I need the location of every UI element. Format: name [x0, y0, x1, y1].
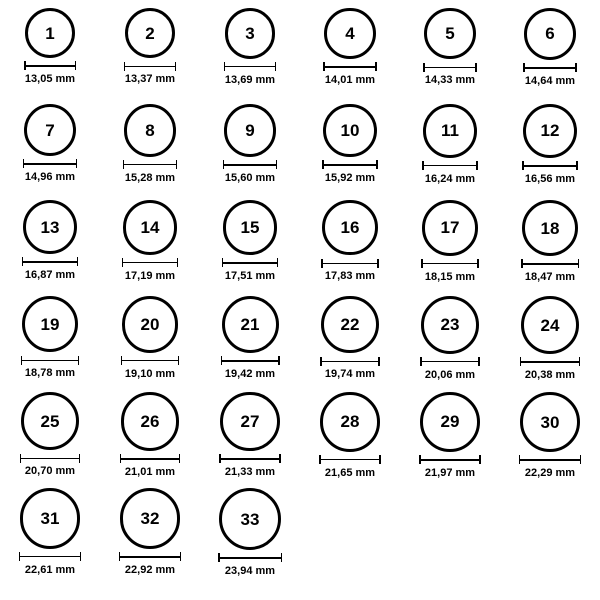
diameter-mm-label: 21,65 mm — [324, 466, 376, 479]
diameter-measure-bar — [23, 160, 77, 168]
ring-size-label: 12 — [540, 121, 560, 141]
ring-circle — [524, 8, 576, 60]
diameter-measure-bar — [222, 259, 279, 267]
diameter-measure-bar — [19, 553, 82, 561]
measure-line — [120, 458, 181, 460]
measure-line — [23, 163, 77, 165]
diameter-mm-label: 15,92 mm — [324, 172, 376, 185]
diameter-measure-bar — [22, 258, 78, 266]
ring-size-label: 2 — [145, 23, 155, 43]
diameter-measure-bar — [123, 161, 178, 169]
diameter-measure-bar — [320, 357, 379, 365]
ring-size-label: 22 — [340, 315, 360, 335]
diameter-mm-label: 13,05 mm — [24, 73, 76, 85]
ring-size-label: 16 — [340, 218, 360, 238]
diameter-measure-bar — [24, 62, 76, 70]
ring-circle — [320, 392, 380, 452]
ring-size-cell — [100, 102, 200, 198]
measure-line — [121, 360, 180, 362]
measure-line — [319, 459, 381, 461]
ring-size-cell — [400, 198, 500, 294]
ring-size-label: 29 — [440, 412, 460, 432]
diameter-mm-label: 19,74 mm — [324, 368, 376, 381]
measure-line — [124, 66, 176, 68]
diameter-measure-bar — [319, 456, 381, 464]
ring-size-label: 5 — [445, 24, 455, 44]
measure-line — [122, 262, 179, 264]
ring-size-label: 31 — [40, 508, 60, 528]
ring-size-cell — [0, 390, 100, 486]
ring-circle — [322, 200, 377, 255]
measure-line — [320, 361, 379, 363]
ring-circle — [422, 200, 478, 256]
ring-size-label: 28 — [340, 412, 360, 432]
ring-size-label: 3 — [245, 23, 255, 43]
diameter-mm-label: 20,06 mm — [424, 368, 476, 381]
measure-line — [224, 66, 277, 68]
ring-size-cell — [0, 102, 100, 198]
ring-size-cell — [0, 486, 100, 582]
ring-circle — [424, 8, 475, 59]
ring-size-cell — [200, 102, 300, 198]
ring-circle — [421, 296, 479, 354]
ring-size-cell — [500, 294, 600, 390]
diameter-measure-bar — [322, 161, 377, 169]
diameter-mm-label: 16,24 mm — [424, 172, 476, 185]
diameter-mm-label: 14,33 mm — [424, 74, 476, 87]
measure-line — [119, 556, 182, 558]
ring-size-cell — [0, 198, 100, 294]
measure-line — [219, 458, 280, 460]
ring-circle — [25, 8, 75, 58]
ring-circle — [120, 488, 181, 549]
ring-size-cell — [400, 6, 500, 102]
diameter-measure-bar — [20, 454, 80, 462]
diameter-measure-bar — [218, 554, 282, 562]
diameter-measure-bar — [422, 162, 478, 170]
measure-line — [322, 164, 377, 166]
diameter-mm-label: 21,97 mm — [424, 466, 476, 479]
measure-line — [24, 65, 76, 67]
diameter-mm-label: 21,01 mm — [124, 465, 176, 478]
ring-circle — [124, 104, 177, 157]
ring-size-label: 27 — [240, 412, 260, 432]
measure-line — [420, 361, 480, 363]
ring-size-cell — [0, 294, 100, 390]
diameter-mm-label: 16,56 mm — [524, 172, 576, 185]
ring-size-label: 9 — [245, 120, 255, 140]
diameter-mm-label: 14,64 mm — [524, 74, 576, 87]
ring-size-label: 32 — [140, 508, 160, 528]
ring-size-label: 30 — [540, 412, 560, 432]
diameter-measure-bar — [221, 357, 280, 365]
measure-line — [423, 67, 476, 69]
ring-size-label: 8 — [145, 120, 155, 140]
diameter-mm-label: 20,38 mm — [524, 369, 576, 382]
ring-circle — [225, 8, 276, 59]
ring-circle — [220, 392, 279, 451]
ring-size-cell — [100, 486, 200, 582]
ring-circle — [522, 200, 578, 256]
measure-line — [21, 360, 79, 362]
ring-size-label: 13 — [40, 217, 60, 237]
ring-size-cell — [300, 390, 400, 486]
measure-line — [221, 360, 280, 362]
ring-circle — [324, 8, 375, 59]
ring-size-label: 26 — [140, 411, 160, 431]
diameter-measure-bar — [124, 62, 176, 70]
ring-size-label: 18 — [540, 218, 560, 238]
ring-size-cell — [300, 198, 400, 294]
diameter-measure-bar — [520, 358, 580, 366]
ring-size-cell — [300, 294, 400, 390]
ring-size-label: 33 — [240, 509, 260, 529]
diameter-mm-label: 15,60 mm — [224, 171, 276, 184]
diameter-measure-bar — [323, 63, 376, 71]
diameter-mm-label: 14,96 mm — [24, 171, 76, 184]
ring-size-cell — [200, 198, 300, 294]
ring-circle — [123, 200, 178, 255]
ring-size-cell — [400, 390, 500, 486]
measure-line — [22, 261, 78, 263]
ring-size-label: 21 — [240, 315, 260, 334]
diameter-mm-label: 22,29 mm — [524, 467, 576, 480]
ring-size-cell — [0, 6, 100, 102]
diameter-measure-bar — [224, 63, 277, 71]
diameter-mm-label: 14,01 mm — [324, 74, 376, 87]
ring-circle — [125, 8, 175, 58]
ring-size-cell — [100, 294, 200, 390]
ring-size-cell — [500, 390, 600, 486]
diameter-measure-bar — [21, 356, 79, 364]
diameter-mm-label: 18,78 mm — [24, 367, 76, 380]
measure-line — [419, 459, 481, 461]
ring-size-cell — [400, 294, 500, 390]
ring-circle — [520, 392, 580, 452]
diameter-measure-bar — [419, 456, 481, 464]
diameter-measure-bar — [219, 455, 280, 463]
diameter-measure-bar — [421, 260, 479, 268]
measure-line — [422, 165, 478, 167]
ring-size-label: 4 — [345, 24, 355, 44]
diameter-measure-bar — [423, 63, 476, 71]
measure-line — [223, 164, 278, 166]
diameter-measure-bar — [120, 455, 181, 463]
ring-size-cell — [300, 6, 400, 102]
diameter-mm-label: 22,61 mm — [24, 563, 76, 576]
diameter-measure-bar — [122, 259, 179, 267]
ring-circle — [223, 200, 278, 255]
ring-size-cell — [300, 102, 400, 198]
diameter-mm-label: 19,42 mm — [224, 368, 276, 380]
ring-size-cell — [200, 486, 300, 582]
ring-size-cell — [500, 102, 600, 198]
diameter-measure-bar — [522, 162, 578, 170]
diameter-mm-label: 17,51 mm — [224, 269, 276, 282]
measure-line — [218, 557, 282, 559]
ring-circle — [22, 296, 78, 352]
ring-circle — [321, 296, 378, 353]
ring-circle — [121, 392, 180, 451]
measure-line — [20, 458, 80, 460]
ring-circle — [420, 392, 480, 452]
ring-circle — [23, 200, 77, 254]
ring-circle — [323, 104, 376, 157]
measure-line — [521, 263, 579, 265]
ring-circle — [222, 296, 279, 353]
measure-line — [519, 459, 581, 461]
ring-size-cell — [100, 6, 200, 102]
ring-size-cell — [100, 198, 200, 294]
ring-circle — [523, 104, 577, 158]
ring-circle — [219, 488, 281, 550]
ring-size-label: 23 — [440, 315, 460, 335]
ring-size-label: 19 — [40, 314, 60, 334]
ring-circle — [122, 296, 179, 353]
ring-size-cell — [200, 6, 300, 102]
diameter-mm-label: 15,28 mm — [124, 171, 176, 184]
measure-line — [323, 66, 376, 68]
ring-size-label: 6 — [545, 24, 555, 44]
diameter-measure-bar — [121, 357, 180, 365]
ring-circle — [521, 296, 579, 354]
diameter-mm-label: 20,70 mm — [24, 465, 76, 478]
diameter-measure-bar — [521, 260, 579, 268]
ring-size-cell — [200, 294, 300, 390]
ring-size-label: 24 — [540, 315, 560, 335]
measure-line — [321, 263, 378, 265]
ring-size-cell — [500, 6, 600, 102]
diameter-measure-bar — [223, 161, 278, 169]
diameter-mm-label: 13,37 mm — [124, 73, 176, 86]
diameter-mm-label: 13,69 mm — [224, 73, 276, 86]
ring-circle — [24, 104, 76, 156]
diameter-measure-bar — [321, 259, 378, 267]
ring-circle — [224, 104, 277, 157]
ring-circle — [20, 488, 81, 549]
measure-line — [523, 67, 577, 69]
ring-size-cell — [500, 198, 600, 294]
ring-size-label: 1 — [45, 23, 55, 43]
measure-line — [123, 164, 178, 166]
ring-size-label: 20 — [140, 314, 160, 334]
diameter-measure-bar — [523, 64, 577, 72]
ring-size-label: 15 — [240, 217, 260, 237]
diameter-mm-label: 19,10 mm — [124, 367, 176, 380]
diameter-mm-label: 16,87 mm — [24, 269, 76, 282]
ring-size-cell — [400, 102, 500, 198]
measure-line — [522, 165, 578, 167]
ring-size-label: 14 — [140, 217, 160, 237]
ring-size-label: 17 — [440, 218, 460, 238]
diameter-mm-label: 21,33 mm — [224, 466, 276, 479]
measure-line — [19, 556, 82, 558]
ring-size-cell — [200, 390, 300, 486]
diameter-measure-bar — [119, 553, 182, 561]
ring-size-label: 11 — [441, 121, 459, 141]
measure-line — [520, 361, 580, 363]
diameter-mm-label: 17,83 mm — [324, 270, 376, 283]
diameter-mm-label: 17,19 mm — [124, 269, 176, 282]
diameter-mm-label: 22,92 mm — [124, 563, 176, 576]
diameter-mm-label: 18,15 mm — [424, 270, 476, 283]
diameter-mm-label: 18,47 mm — [524, 271, 576, 283]
ring-circle — [21, 392, 79, 450]
diameter-measure-bar — [519, 456, 581, 464]
diameter-mm-label: 23,94 mm — [224, 565, 276, 577]
measure-line — [421, 263, 479, 265]
diameter-measure-bar — [420, 358, 480, 366]
ring-size-cell — [100, 390, 200, 486]
ring-circle — [423, 104, 477, 158]
ring-size-label: 25 — [40, 411, 60, 431]
measure-line — [222, 262, 279, 264]
ring-size-label: 10 — [340, 121, 360, 141]
ring-size-label: 7 — [45, 120, 55, 140]
